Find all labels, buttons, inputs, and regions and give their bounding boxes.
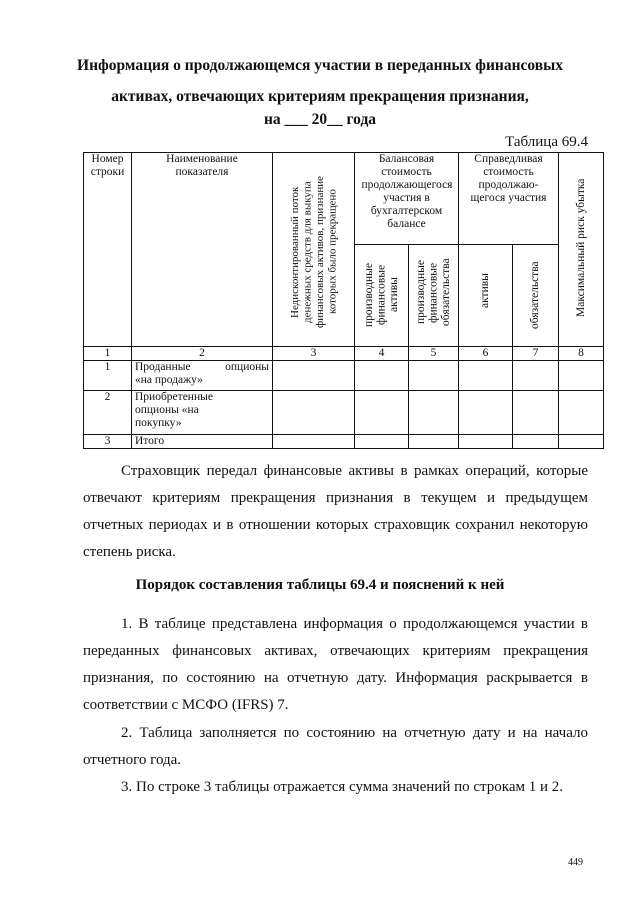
cell-empty: [273, 361, 355, 391]
paragraph-intro: Страховщик передал финансовые активы в рамках операций, которые отвечают критериям прекращения признания в текущем и предыдущем отчетных периодах и в отношении которых страховщик сохранил некоторую степень риска.: [83, 463, 588, 560]
cell-empty: [559, 361, 604, 391]
col-number-1: 1: [84, 347, 132, 361]
row-name: Проданные опционы «на продажу»: [132, 361, 273, 391]
item-2: 2. Таблица заполняется по состоянию на отчетную дату и на начало отчетного года.: [83, 725, 588, 768]
cell-empty: [513, 435, 559, 449]
row-number: 3: [84, 435, 132, 449]
header-fair-assets: активы: [459, 245, 513, 347]
col-number-3: 3: [273, 347, 355, 361]
cell-empty: [459, 435, 513, 449]
header-row-no: Номер строки: [84, 153, 132, 347]
cell-empty: [513, 391, 559, 435]
header-fair-liabilities: обязательства: [513, 245, 559, 347]
item-3: 3. По строке 3 таблицы отражается сумма значений по строкам 1 и 2.: [121, 779, 564, 795]
report-table: [83, 152, 604, 449]
col-number-7: 7: [513, 347, 559, 361]
header-balance-liabilities: производные финансовые обязательства: [409, 245, 459, 347]
cell-empty: [513, 361, 559, 391]
title-line-2: активах, отвечающих критериям прекращения признания,: [111, 88, 529, 105]
row-number: 1: [84, 361, 132, 391]
col-number-8: 8: [559, 347, 604, 361]
table-row: [84, 361, 604, 391]
cell-empty: [355, 435, 409, 449]
col-number-5: 5: [409, 347, 459, 361]
col-number-4: 4: [355, 347, 409, 361]
cell-empty: [409, 435, 459, 449]
row-name: Итого: [132, 435, 273, 449]
col-number-2: 2: [132, 347, 273, 361]
header-balance-group: Балансовая стоимость продолжающегося участия в бухгалтерском балансе: [355, 153, 459, 245]
cell-empty: [273, 391, 355, 435]
title-line-1: Информация о продолжающемся участии в переданных финансовых: [77, 57, 563, 74]
item-1: 1. В таблице представлена информация о продолжающемся участии в переданных финансовых активах, отвечающих критериям прекращения признания, по состоянию на отчетную дату. Информация раскрывается в соответствии с МСФО (IFRS) 7.: [83, 616, 588, 713]
cell-empty: [409, 361, 459, 391]
cell-empty: [559, 391, 604, 435]
row-number: 2: [84, 391, 132, 435]
header-max-risk: Максимальный риск убытка: [559, 153, 604, 347]
cell-empty: [409, 391, 459, 435]
cell-empty: [559, 435, 604, 449]
header-fair-group: Справедливая стоимость продолжаю-щегося участия: [459, 153, 559, 245]
section-heading: Порядок составления таблицы 69.4 и пояснений к ней: [135, 577, 505, 593]
row-name: Приобретенные опционы «на покупку»: [132, 391, 273, 435]
cell-empty: [273, 435, 355, 449]
table-caption: Таблица 69.4: [505, 134, 588, 150]
page-number: 449: [568, 857, 583, 868]
cell-empty: [459, 361, 513, 391]
header-balance-assets: производные финансовые активы: [355, 245, 409, 347]
header-cashflow: Недисконтированный поток денежных средств для выкупа финансовых активов, признание которых было прекращено: [273, 153, 355, 347]
table-row: [84, 391, 604, 435]
table-row: [84, 435, 604, 449]
cell-empty: [459, 391, 513, 435]
title-line-3: на ___ 20__ года: [263, 111, 377, 128]
cell-empty: [355, 361, 409, 391]
col-number-6: 6: [459, 347, 513, 361]
cell-empty: [355, 391, 409, 435]
header-indicator: Наименование показателя: [132, 153, 273, 347]
